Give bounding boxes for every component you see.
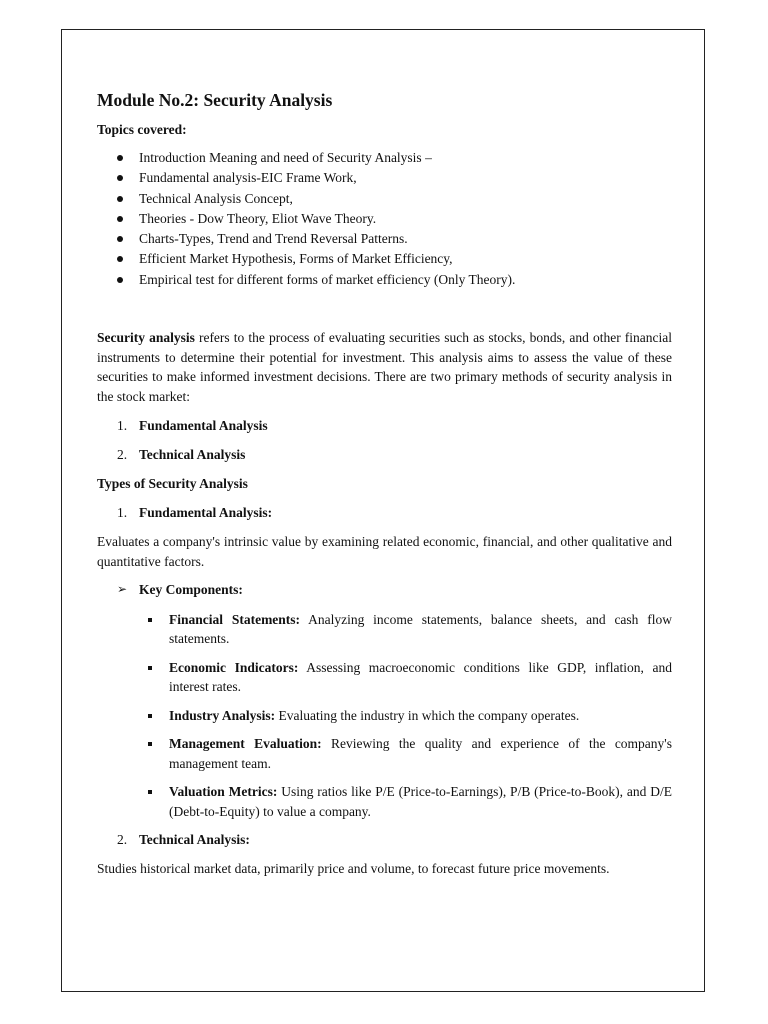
bullet-icon <box>117 216 123 222</box>
component-text: Analyzing income statements, balance sheets, and cash flow statements. <box>169 611 672 647</box>
topic-text: Efficient Market Hypothesis, Forms of Market Efficiency, <box>139 251 453 267</box>
bullet-icon <box>117 196 123 202</box>
topics-list <box>97 148 672 290</box>
component-item <box>97 782 672 821</box>
topics-heading: Topics covered: <box>97 122 187 137</box>
square-bullet-icon <box>148 742 152 746</box>
component-term: Economic Indicators: <box>169 659 299 675</box>
component-item <box>97 706 672 726</box>
fundamental-number: 1. <box>117 505 128 521</box>
topic-text: Empirical test for different forms of market efficiency (Only Theory). <box>139 271 516 287</box>
fundamental-heading <box>97 503 672 523</box>
key-components-label: Key Components: <box>139 582 243 598</box>
components-list <box>97 610 672 822</box>
intro-paragraph <box>97 328 672 406</box>
intro-term: Security analysis <box>97 330 195 346</box>
technical-heading-text: Technical Analysis: <box>139 832 250 848</box>
method-label: Technical Analysis <box>139 447 246 463</box>
square-bullet-icon <box>148 618 152 622</box>
page-title: Module No.2: Security Analysis <box>97 90 333 110</box>
topic-text: Fundamental analysis-EIC Frame Work, <box>139 170 357 186</box>
topic-item <box>97 209 672 229</box>
method-item <box>97 445 672 465</box>
method-label: Fundamental Analysis <box>139 418 268 434</box>
arrow-bullet-icon: ➢ <box>117 582 128 597</box>
method-number: 2. <box>117 447 128 463</box>
topic-text: Charts-Types, Trend and Trend Reversal Patterns. <box>139 231 408 247</box>
technical-description: Studies historical market data, primarily price and volume, to forecast future price movements. <box>97 861 610 877</box>
document-page <box>61 29 705 992</box>
bullet-icon <box>117 256 123 262</box>
component-item <box>97 658 672 697</box>
technical-heading <box>97 830 672 850</box>
fundamental-description: Evaluates a company's intrinsic value by examining related economic, financial, and other qualitative and quantitative factors. <box>97 534 672 569</box>
topic-item <box>97 189 672 209</box>
intro-text: refers to the process of evaluating securities such as stocks, bonds, and other financial instruments to determine their potential for investment. This analysis aims to assess the value of these securities to make informed investment decisions. There are two primary methods of security analysis in the stock market: <box>97 330 673 404</box>
component-text: Assessing macroeconomic conditions like GDP, inflation, and interest rates. <box>169 659 672 695</box>
component-text: Reviewing the quality and experience of the company's management team. <box>169 736 672 771</box>
component-term: Management Evaluation: <box>169 736 322 752</box>
component-term: Financial Statements: <box>169 611 301 627</box>
method-number: 1. <box>117 418 128 434</box>
topic-item <box>97 249 672 269</box>
methods-list <box>97 416 672 465</box>
component-term: Valuation Metrics: <box>169 784 278 800</box>
method-item <box>97 416 672 436</box>
component-item <box>97 610 672 649</box>
technical-number: 2. <box>117 832 128 848</box>
topic-text: Theories - Dow Theory, Eliot Wave Theory. <box>139 210 377 226</box>
component-text: Using ratios like P/E (Price-to-Earnings), P/B (Price-to-Book), and D/E (Debt-to-Equity) to value a company. <box>169 784 672 819</box>
bullet-icon <box>117 236 123 242</box>
topic-item <box>97 229 672 249</box>
component-term: Industry Analysis: <box>169 707 276 723</box>
key-components-heading <box>97 580 672 600</box>
bullet-icon <box>117 175 123 181</box>
topic-item <box>97 270 672 290</box>
square-bullet-icon <box>148 666 152 670</box>
fundamental-heading-text: Fundamental Analysis: <box>139 505 273 521</box>
topic-item <box>97 148 672 168</box>
component-item <box>97 734 672 773</box>
component-text: Evaluating the industry in which the company operates. <box>275 707 580 723</box>
types-heading: Types of Security Analysis <box>97 476 248 492</box>
page-content <box>97 88 672 879</box>
topic-text: Technical Analysis Concept, <box>139 190 293 206</box>
bullet-icon <box>117 155 123 161</box>
topic-item <box>97 168 672 188</box>
square-bullet-icon <box>148 790 152 794</box>
square-bullet-icon <box>148 714 152 718</box>
topic-text: Introduction Meaning and need of Security Analysis – <box>139 150 432 165</box>
bullet-icon <box>117 277 123 283</box>
